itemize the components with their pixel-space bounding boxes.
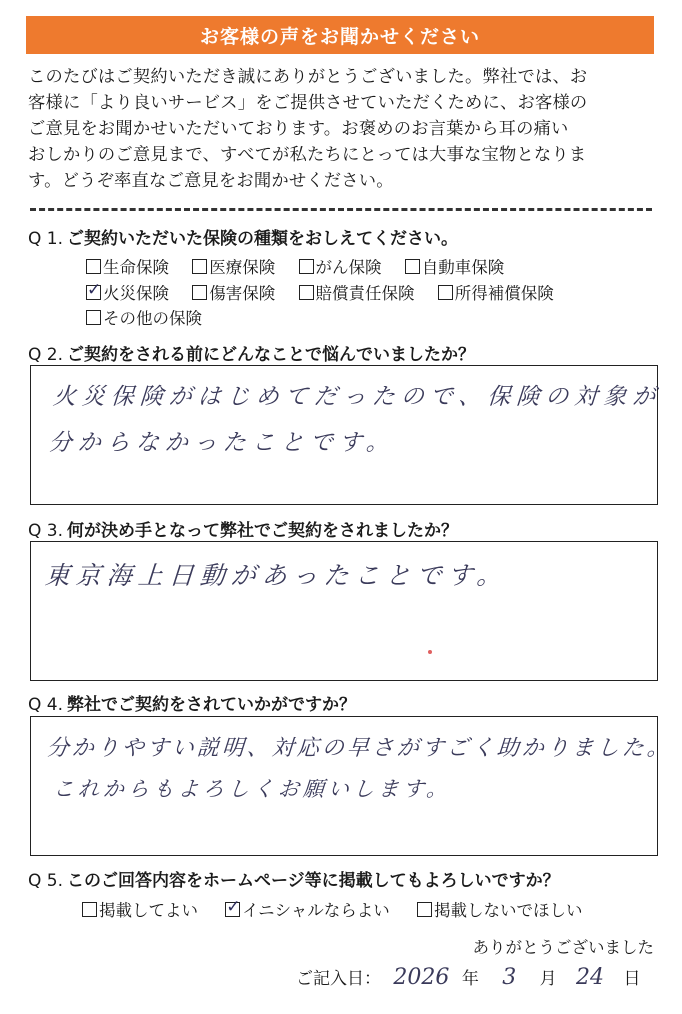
month-unit: 月 xyxy=(539,969,557,989)
option-label: 賠償責任保険 xyxy=(315,284,415,303)
checkbox[interactable] xyxy=(405,259,420,274)
option-label: その他の保険 xyxy=(103,309,202,328)
handwritten-answer-line: 分からなかったことです。 xyxy=(47,430,396,456)
option-label: 医療保険 xyxy=(209,258,276,277)
answer-box-q3[interactable] xyxy=(30,541,658,681)
option-publish-ok[interactable] xyxy=(82,897,198,921)
checkbox[interactable] xyxy=(299,285,314,300)
intro-line: おしかりのご意見まで、すべてが私たちにとっては大事な宝物となりま xyxy=(28,145,587,165)
checkbox-checked[interactable] xyxy=(86,285,101,300)
question-number: Q 1. xyxy=(28,229,64,249)
date-month-value[interactable]: 3 xyxy=(502,965,517,990)
option-other-insurance[interactable] xyxy=(86,305,202,329)
question-text: 何が決め手となって弊社でご契約をされましたか？ xyxy=(67,521,459,541)
ink-spot xyxy=(428,650,432,654)
option-medical-insurance[interactable] xyxy=(192,254,275,278)
option-auto-insurance[interactable] xyxy=(405,254,505,278)
question-text: このご回答内容をホームページ等に掲載してもよろしいですか？ xyxy=(67,871,560,891)
option-label: イニシャルならよい xyxy=(242,901,390,920)
question-5 xyxy=(28,866,560,891)
handwritten-answer-line: これからもよろしくお願いします。 xyxy=(52,777,453,801)
question-text: 弊社でご契約をされていかがですか？ xyxy=(67,695,357,715)
checkbox[interactable] xyxy=(438,285,453,300)
question-number: Q 3. xyxy=(28,521,64,541)
question-number: Q 4. xyxy=(28,695,64,715)
question-1 xyxy=(28,224,458,249)
q1-options-row-1 xyxy=(86,254,522,278)
option-income-insurance[interactable] xyxy=(438,280,554,304)
question-text: ご契約をされる前にどんなことで悩んでいましたか？ xyxy=(67,345,476,365)
option-label: 火災保険 xyxy=(103,284,169,303)
q1-options-row-3 xyxy=(86,305,220,329)
handwritten-answer-line: 火災保険がはじめてだったので、保険の対象が xyxy=(51,384,663,410)
form-title-banner xyxy=(26,16,654,54)
year-unit: 年 xyxy=(461,969,479,989)
date-year-value[interactable]: 2026 xyxy=(393,965,450,990)
checkbox[interactable] xyxy=(86,259,101,274)
option-do-not-publish[interactable] xyxy=(417,897,583,921)
entry-date-row xyxy=(296,964,640,990)
date-day-value[interactable]: 24 xyxy=(576,965,605,990)
checkbox[interactable] xyxy=(299,259,314,274)
option-initials-only[interactable] xyxy=(225,897,390,921)
option-label: 掲載してよい xyxy=(99,901,198,920)
answer-box-q2[interactable] xyxy=(30,365,663,505)
question-number: Q 2. xyxy=(28,345,64,365)
day-unit: 日 xyxy=(623,969,641,989)
intro-line: このたびはご契約いただき誠にありがとうございました。弊社では、お xyxy=(28,67,588,87)
option-accident-insurance[interactable] xyxy=(192,280,275,304)
question-4 xyxy=(28,690,356,715)
option-label: 生命保険 xyxy=(103,258,169,277)
question-text: ご契約いただいた保険の種類をおしえてください。 xyxy=(67,229,459,249)
date-label: ご記入日： xyxy=(296,969,381,989)
q1-options-row-2 xyxy=(86,280,572,304)
q5-options-row xyxy=(82,897,601,921)
intro-line: す。どうぞ率直なご意見をお聞かせください。 xyxy=(28,171,394,191)
option-label: 所得補償保険 xyxy=(454,284,554,303)
handwritten-answer-line: 東京海上日動があったことです。 xyxy=(43,561,509,590)
checkbox[interactable] xyxy=(82,902,97,917)
checkbox[interactable] xyxy=(86,310,101,325)
dashed-divider xyxy=(30,208,652,211)
checkbox-checked[interactable] xyxy=(225,902,240,917)
intro-line: 客様に「より良いサービス」をご提供させていただくために、お客様の xyxy=(28,93,588,113)
answer-box-q4[interactable] xyxy=(30,716,673,856)
checkbox[interactable] xyxy=(192,285,207,300)
option-label: 自動車保険 xyxy=(421,258,505,277)
checkbox[interactable] xyxy=(417,902,432,917)
option-label: 傷害保険 xyxy=(209,284,276,303)
option-label: がん保険 xyxy=(315,258,382,277)
question-number: Q 5. xyxy=(28,871,64,891)
handwritten-answer-line: 分かりやすい説明、対応の早さがすごく助かりました。 xyxy=(45,736,673,761)
option-cancer-insurance[interactable] xyxy=(299,254,382,278)
form-title: お客様の声をお聞かせください xyxy=(199,25,480,48)
option-fire-insurance[interactable] xyxy=(86,280,169,304)
option-label: 掲載しないでほしい xyxy=(434,901,583,920)
question-3 xyxy=(28,516,458,541)
option-liability-insurance[interactable] xyxy=(299,280,415,304)
option-life-insurance[interactable] xyxy=(86,254,169,278)
question-2 xyxy=(28,340,475,365)
intro-line: ご意見をお聞かせいただいております。お褒めのお言葉から耳の痛い xyxy=(28,119,569,139)
checkbox[interactable] xyxy=(192,259,207,274)
intro-paragraph xyxy=(28,64,658,194)
thank-you-text: ありがとうございました xyxy=(472,938,654,957)
